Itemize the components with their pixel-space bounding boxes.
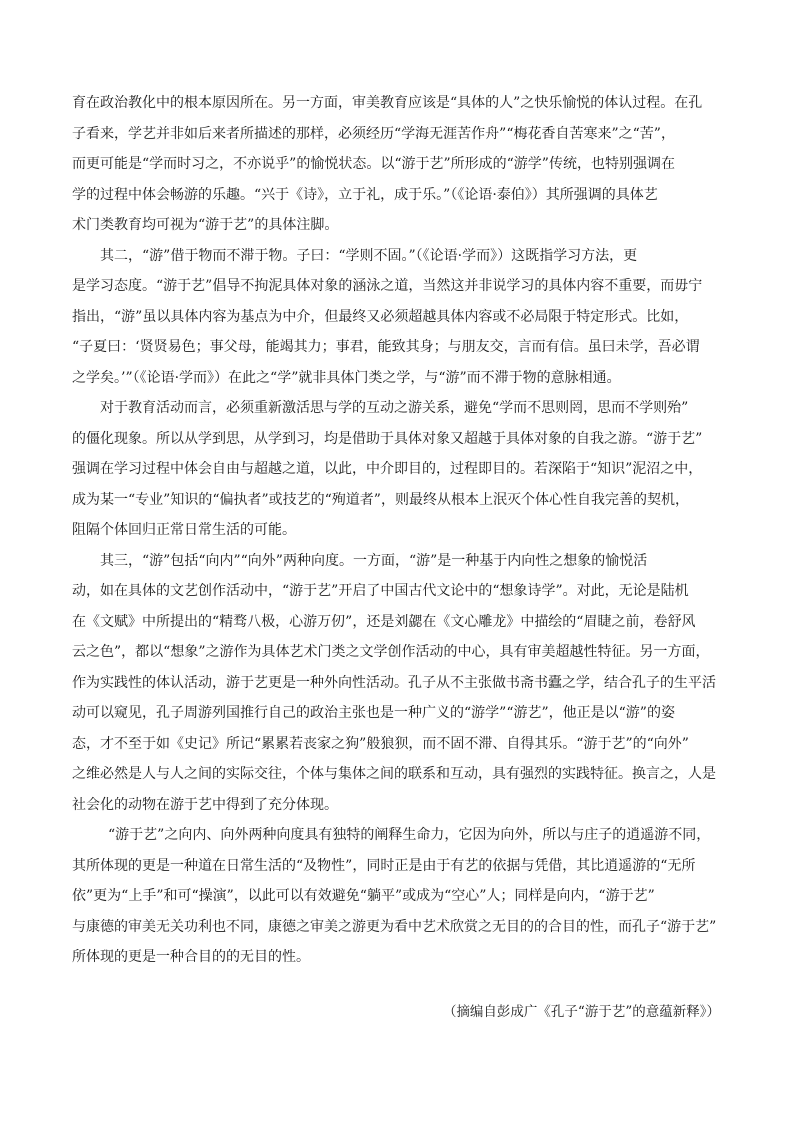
- text-line: 与康德的审美无关功利也不同，康德之审美之游更为看中艺术欣赏之无目的的合目的性，而孔子“游于艺”: [72, 918, 717, 935]
- text-line: 对于教育活动而言，必须重新激活思与学的互动之游关系，避免“学而不思则罔，思而不学则殆”: [100, 400, 689, 416]
- text-line: “子夏曰：‘贤贤易色；事父母，能竭其力；事君，能致其身；与朋友交，言而有信。虽曰未学，吾必谓: [72, 339, 700, 355]
- text-line: 社会化的动物在游于艺中得到了充分体现。: [72, 796, 338, 813]
- text-line: 所体现的更是一种合目的的无目的性。: [72, 949, 310, 965]
- source-citation: （摘编自彭成广《孔子“游于艺”的意蕴新释》）: [442, 1004, 720, 1020]
- text-line: 在《文赋》中所提出的“精骛八极，心游万仞”，还是刘勰在《文心雕龙》中描绘的“眉睫之前，卷舒风: [72, 613, 696, 630]
- text-line: 云之色”，都以“想象”之游作为具体艺术门类之文学创作活动的中心，具有审美超越性特征。另一方面，: [72, 644, 710, 660]
- text-line: 动可以窥见，孔子周游列国推行自己的政治主张也是一种广义的“游学”“游艺”，他正是以“游”的姿: [72, 705, 675, 721]
- document-body: [72, 88, 722, 973]
- paragraph-2: [72, 241, 722, 394]
- text-line: 是学习态度。“游于艺”倡导不拘泥具体对象的涵泳之道，当然这并非说学习的具体内容不重要，而毋宁: [72, 278, 703, 294]
- text-line: 阻隔个体回归正常日常生活的可能。: [72, 522, 296, 538]
- text-line: 成为某一“专业”知识的“偏执者”或技艺的“殉道者”，则最终从根本上泯灭个体心性自我完善的契机，: [72, 491, 689, 508]
- paragraph-5: [72, 820, 722, 973]
- text-line: 学的过程中体会畅游的乐趣。“兴于《诗》，立于礼，成于乐。”（《论语·泰伯》）其所强调的具体艺: [72, 186, 658, 203]
- text-line: 的僵化现象。所以从学到思，从学到习，均是借助于具体对象又超越于具体对象的自我之游。“游于艺”: [72, 430, 703, 447]
- text-line: “游于艺”之向内、向外两种向度具有独特的阐释生命力，它因为向外，所以与庄子的逍遥游不同，: [108, 827, 711, 843]
- text-line: 强调在学习过程中体会自由与超越之道，以此，中介即目的，过程即目的。若深陷于“知识”泥沼之中，: [72, 461, 703, 477]
- paragraph-1-continuation: [72, 88, 722, 241]
- text-line: 子看来，学艺并非如后来者所描述的那样，必须经历“学海无涯苦作舟”“梅花香自苦寒来”之“苦”，: [72, 125, 675, 142]
- text-line: 而更可能是“学而时习之，不亦说乎”的愉悦状态。以“游于艺”所形成的“游学”传统，也特别强调在: [72, 156, 675, 172]
- text-line: 术门类教育均可视为“游于艺”的具体注脚。: [72, 217, 339, 233]
- text-line: 其二，“游”借于物而不滞于物。子曰：“学则不固。”（《论语·学而》）这既指学习方法，更: [100, 247, 638, 264]
- text-line: 育在政治教化中的根本原因所在。另一方面，审美教育应该是“具体的人”之快乐愉悦的体认过程。在孔: [72, 95, 703, 111]
- paragraph-4: [72, 546, 722, 821]
- text-line: 指出，“游”虽以具体内容为基点为中介，但最终又必须超越具体内容或不必局限于特定形式。比如，: [72, 308, 689, 325]
- paragraph-3: [72, 393, 722, 546]
- text-line: 其所体现的更是一种道在日常生活的“及物性”，同时正是由于有艺的依据与凭借，其比逍遥游的“无所: [72, 857, 696, 874]
- text-line: 其三，“游”包括“向内”“向外”两种向度。一方面，“游”是一种基于内向性之想象的愉悦活: [100, 552, 648, 569]
- text-line: 之维必然是人与人之间的实际交往，个体与集体之间的联系和互动，具有强烈的实践特征。换言之，人是: [72, 766, 716, 782]
- text-line: 作为实践性的体认活动，游于艺更是一种外向性活动。孔子从不主张做书斋书蠹之学，结合孔子的生平活: [72, 674, 716, 691]
- text-line: 依”更为“上手”和可“操演”，以此可以有效避免“躺平”或成为“空心”人；同样是向内，“游于艺”: [72, 888, 655, 904]
- text-line: 态，才不至于如《史记》所记“累累若丧家之狗”般狼狈，而不固不滞、自得其乐。“游于艺”的“向外”: [72, 735, 689, 752]
- text-line: 动，如在具体的文艺创作活动中，“游于艺”开启了中国古代文论中的“想象诗学”。对此，无论是陆机: [72, 583, 689, 599]
- text-line: 之学矣。’”（《论语·学而》）在此之“学”就非具体门类之学，与“游”而不滞于物的意脉相通。: [72, 369, 621, 386]
